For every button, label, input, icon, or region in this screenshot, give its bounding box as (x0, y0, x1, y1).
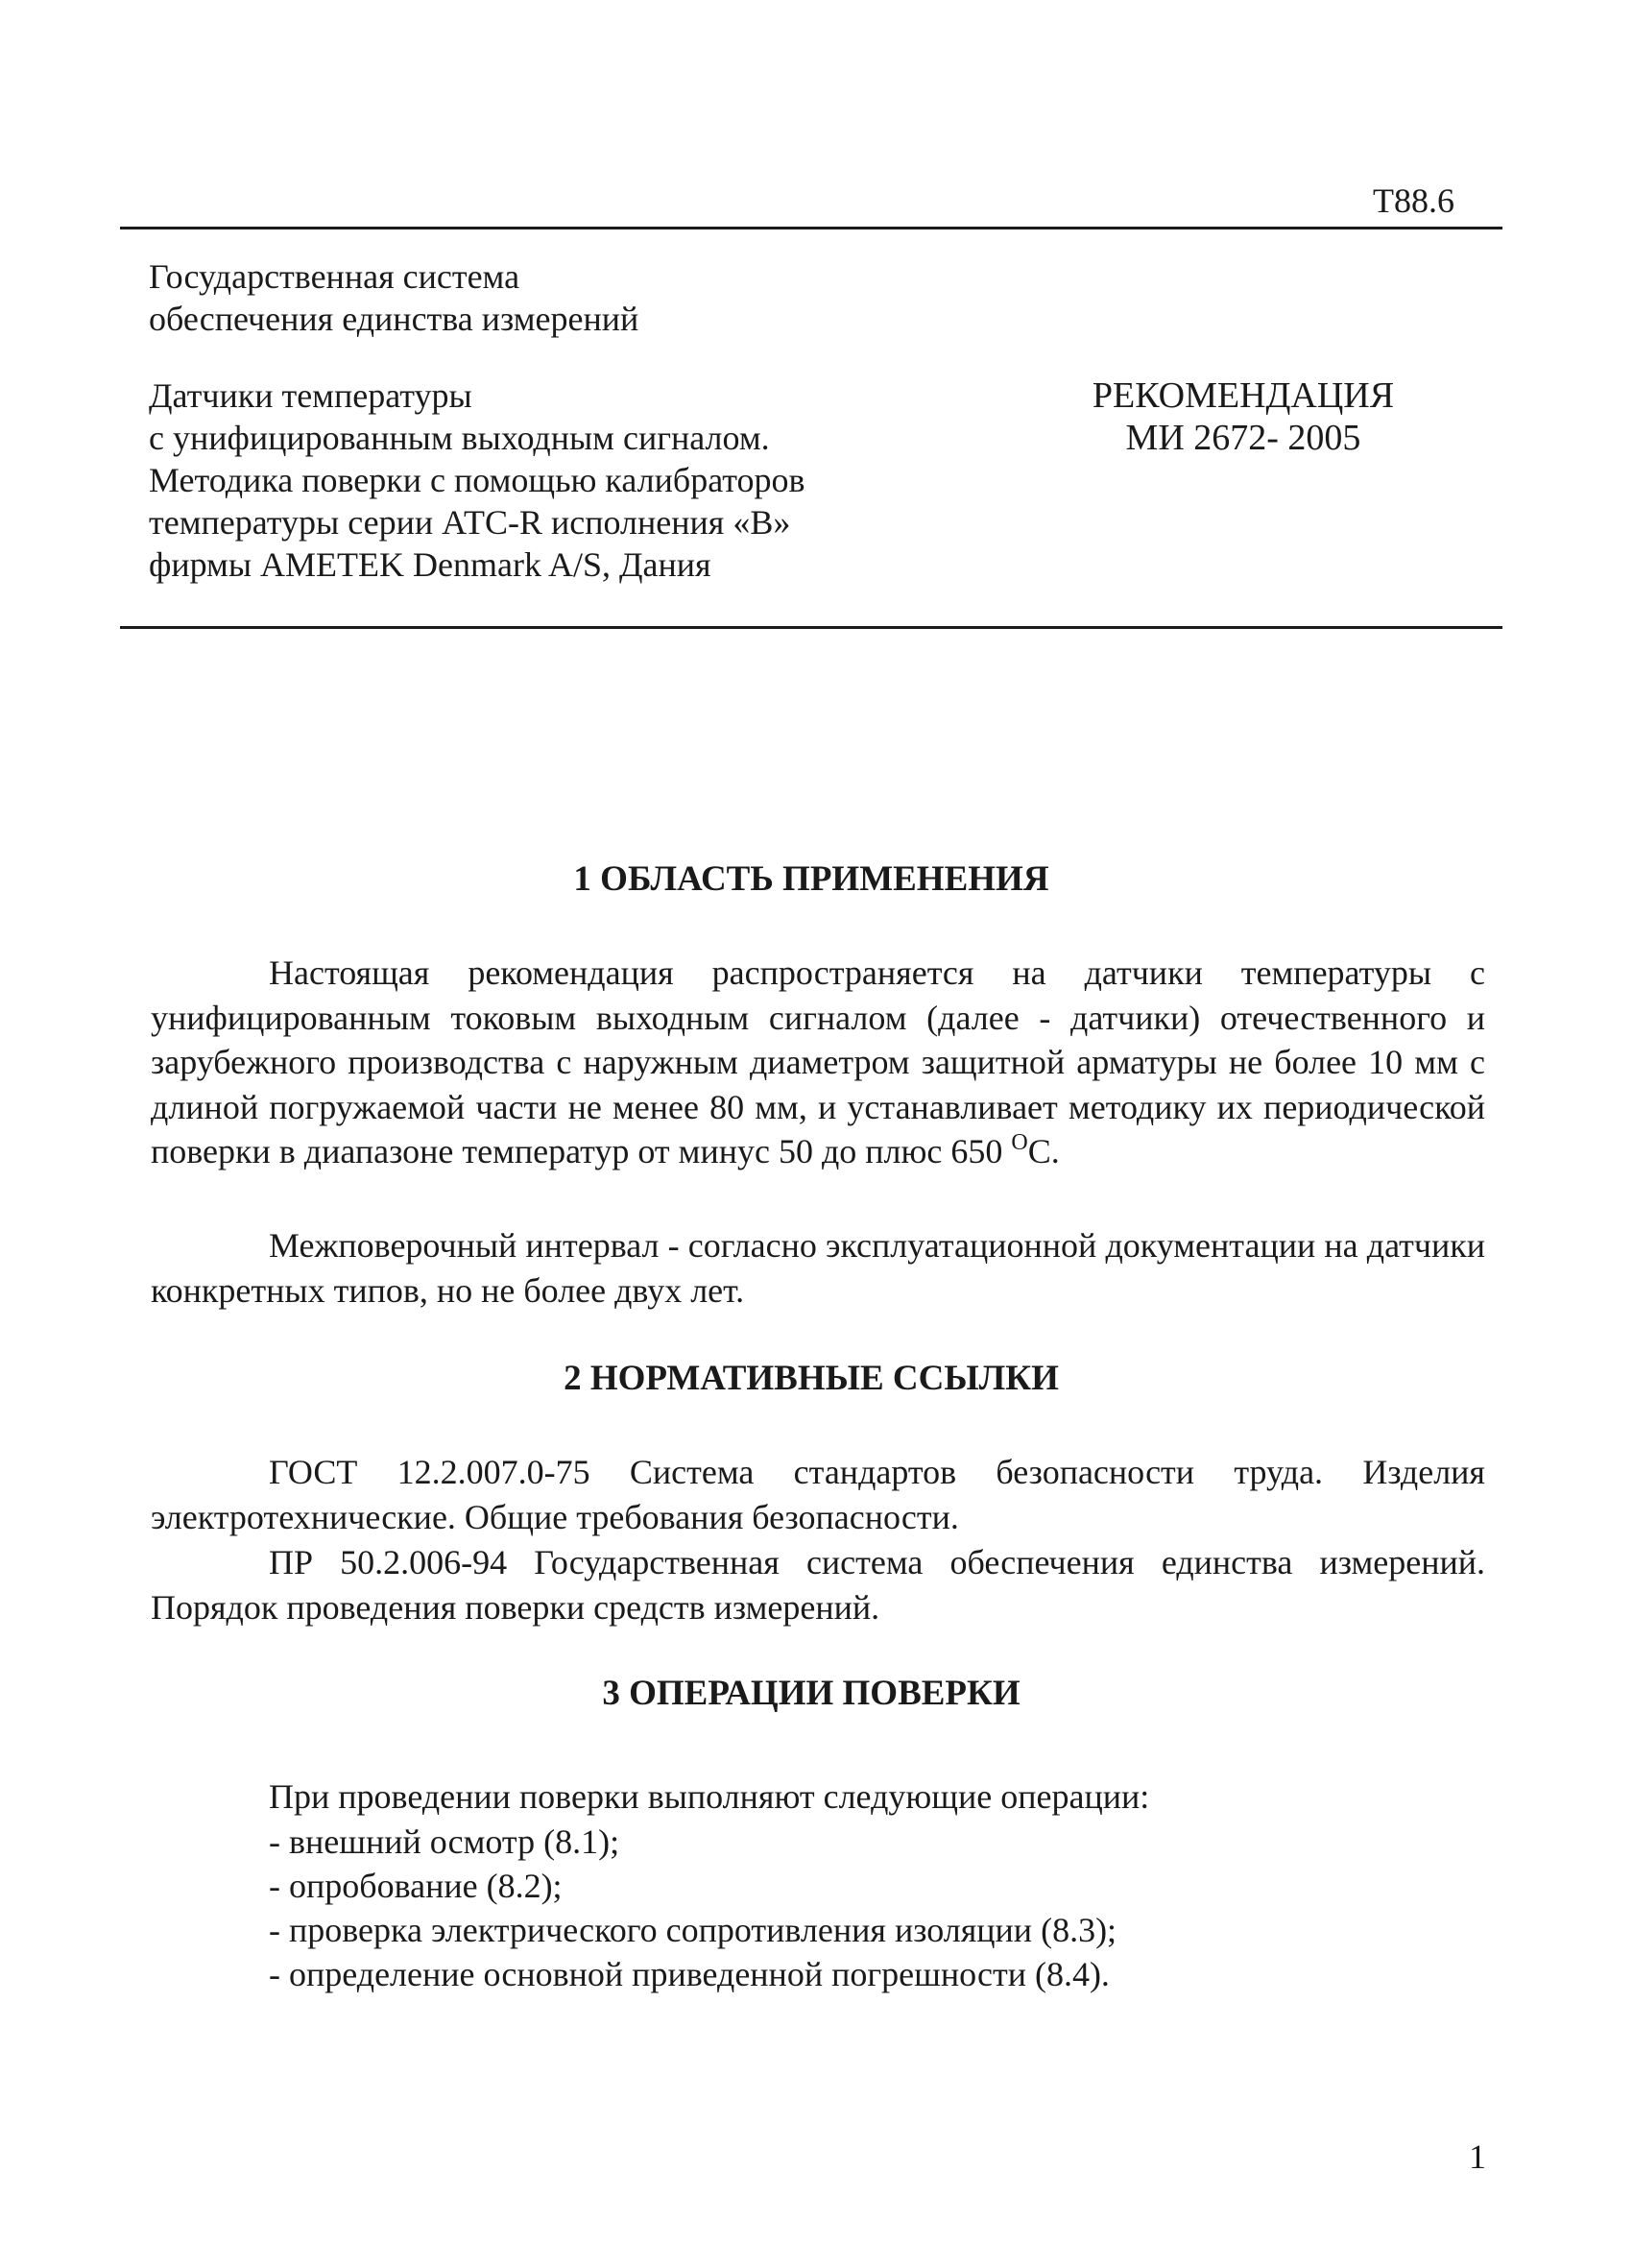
reference-item: ПР 50.2.006-94 Государственная система обеспечения единства измерений. Порядок проведения поверки средств измерений. (151, 1543, 1485, 1627)
operation-item: - проверка электрического сопротивления изоляции (8.3); (269, 1911, 1117, 1949)
page-number: 1 (1469, 2137, 1486, 2176)
operations-intro: При проведении поверки выполняют следующие операции: (269, 1777, 1150, 1816)
doc-number: МИ 2672- 2005 (1125, 418, 1361, 458)
operation-item: - определение основной приведенной погрешности (8.4). (269, 1955, 1110, 1993)
title-line: фирмы AMETEK Denmark A/S, Дания (149, 545, 711, 584)
section-heading-operations: 3 ОПЕРАЦИИ ПОВЕРКИ (602, 1674, 1021, 1713)
interval-paragraph: Межповерочный интервал - согласно эксплуатационной документации на датчики конкретных типов, но не более двух лет. (151, 1226, 1485, 1310)
scope-paragraph-text: Настоящая рекомендация распространяется на датчики температуры с унифицированным токовым выходным сигналом (далее - датчики) отечественного и зарубежного производства с наружным диаметром защитной арматуры не более 10 мм с длиной погружаемой части не менее 80 мм, и устанавливает методику их периодической поверки в диапазоне температур от минус 50 до плюс 650 (151, 953, 1485, 1170)
reference-item: ГОСТ 12.2.007.0-75 Система стандартов безопасности труда. Изделия электротехнические. Общие требования безопасности. (151, 1453, 1485, 1536)
doc-type: РЕКОМЕНДАЦИЯ (1092, 375, 1395, 416)
system-name (149, 255, 638, 340)
section-heading-scope: 1 ОБЛАСТЬ ПРИМЕНЕНИЯ (573, 859, 1049, 899)
degree-symbol: О (1011, 1130, 1028, 1155)
document-code: Т88.6 (1373, 181, 1454, 220)
title-line: Методика поверки с помощью калибраторов (149, 461, 805, 499)
document-title (149, 374, 805, 586)
system-line: Государственная система (149, 257, 520, 296)
title-line: с унифицированным выходным сигналом. (149, 419, 770, 457)
operations-list (269, 1820, 1117, 1996)
title-line: Датчики температуры (149, 376, 472, 415)
unit-tail: С. (1027, 1132, 1060, 1170)
section-heading-references: 2 НОРМАТИВНЫЕ ССЫЛКИ (564, 1359, 1059, 1398)
system-line: обеспечения единства измерений (149, 300, 639, 338)
header-rule-top (120, 227, 1502, 229)
document-designation (1075, 374, 1411, 459)
scope-paragraph (151, 951, 1485, 1174)
title-line: температуры серии АТС-R исполнения «В» (149, 503, 791, 542)
operation-item: - внешний осмотр (8.1); (269, 1822, 620, 1861)
operation-item: - опробование (8.2); (269, 1867, 563, 1905)
header-rule-bottom (120, 626, 1502, 629)
